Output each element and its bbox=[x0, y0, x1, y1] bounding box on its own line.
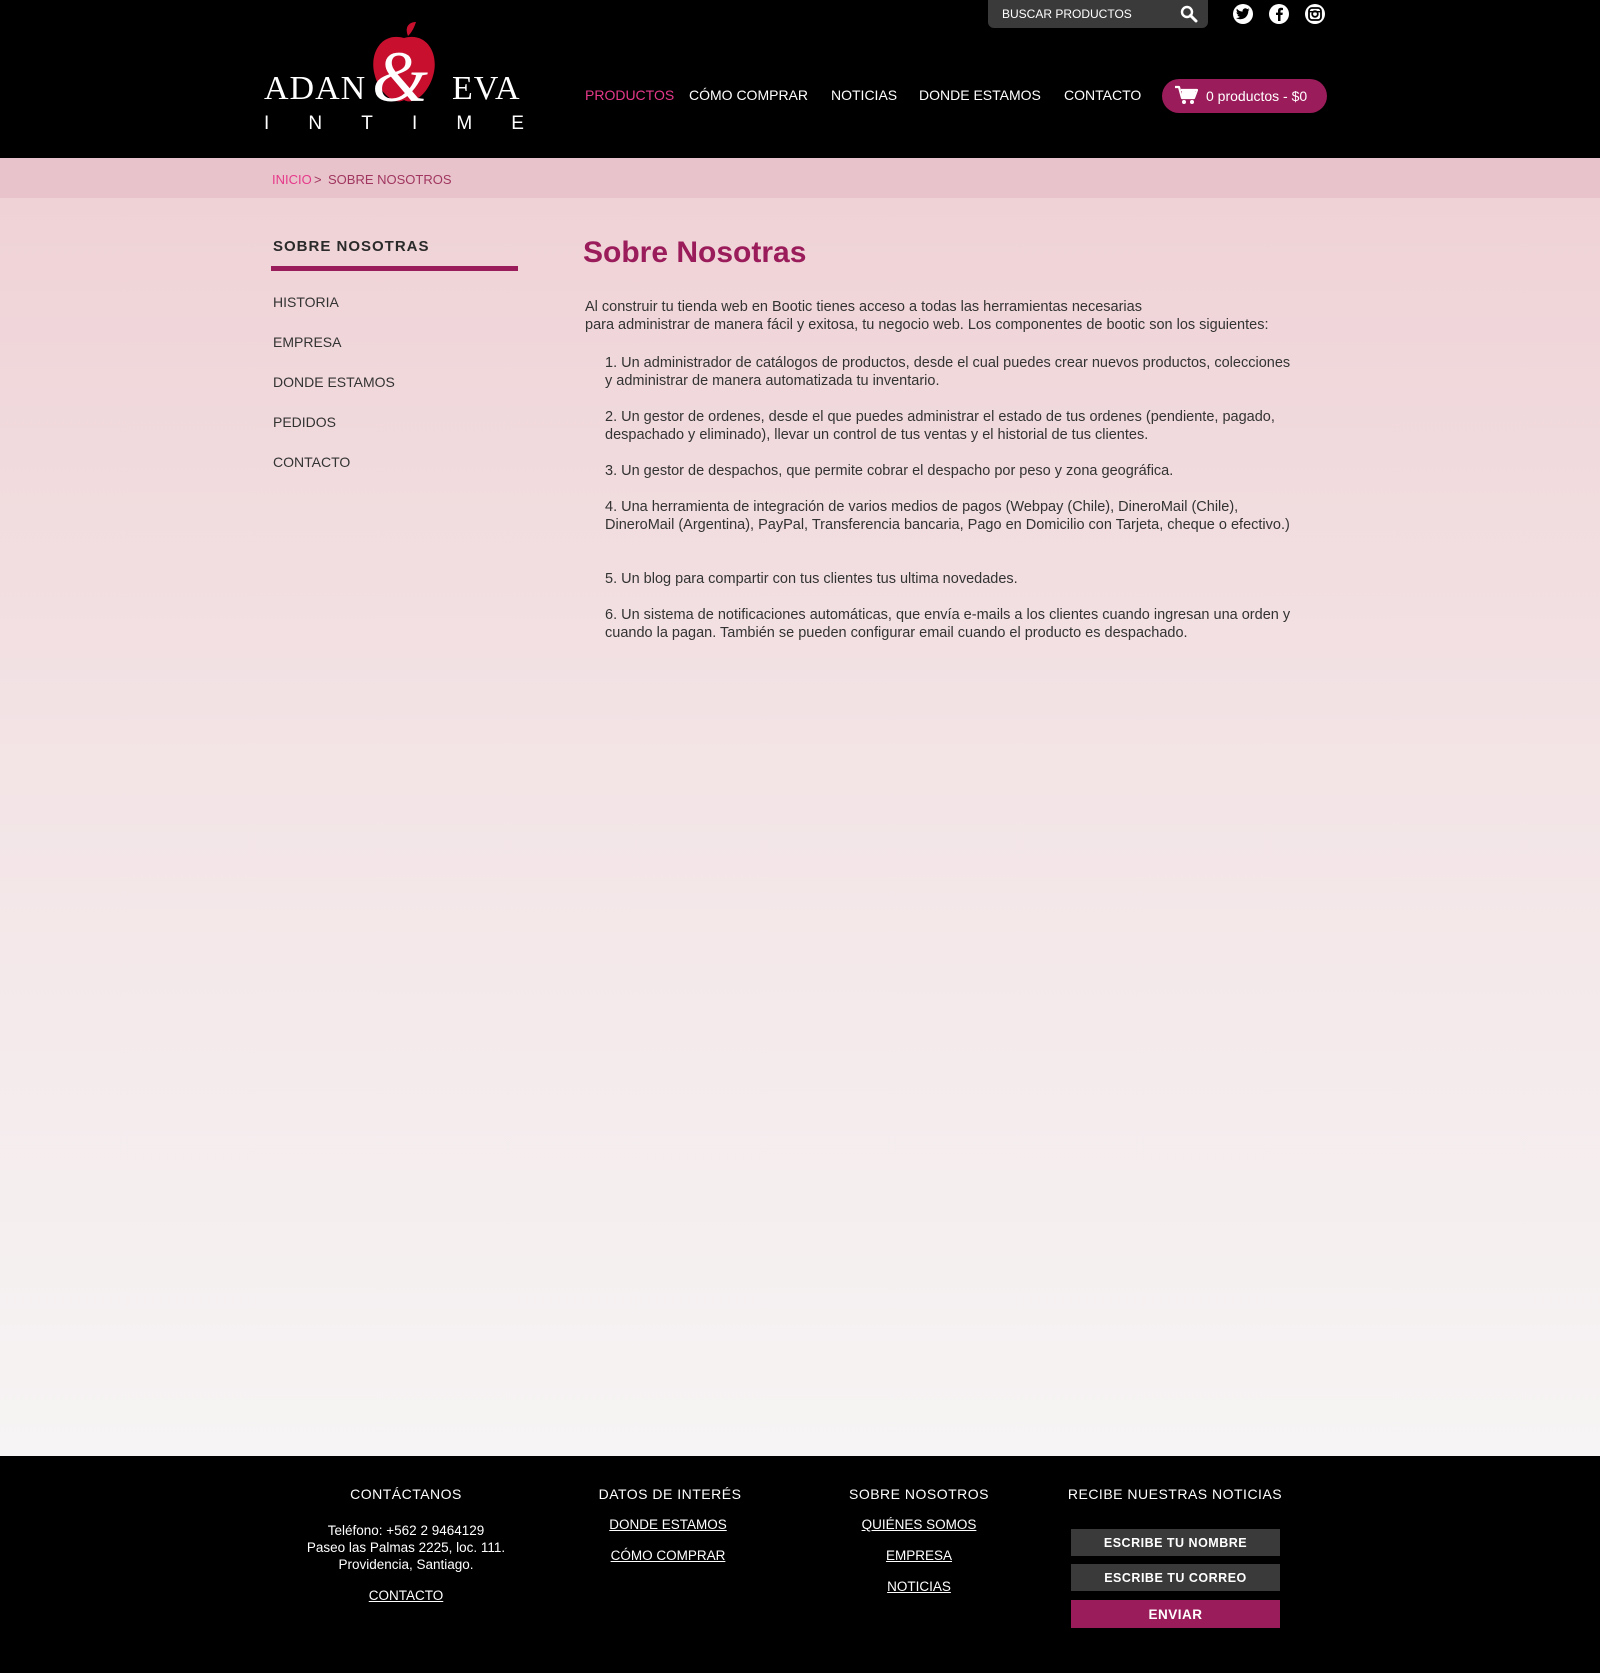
newsletter-email-input[interactable] bbox=[1071, 1564, 1280, 1591]
twitter-icon[interactable] bbox=[1233, 4, 1253, 24]
site-logo[interactable] bbox=[264, 20, 524, 138]
list-item: 5. Un blog para compartir con tus clientes tus ultima novedades. bbox=[605, 571, 1018, 587]
sidebar-item-empresa[interactable]: EMPRESA bbox=[273, 334, 342, 350]
logo-letter: N bbox=[308, 113, 323, 134]
page-title: Sobre Nosotras bbox=[583, 236, 807, 269]
search-box bbox=[988, 0, 1208, 28]
list-item: 3. Un gestor de despachos, que permite cobrar el despacho por peso y zona geográfica. bbox=[605, 463, 1174, 479]
footer-address-line: Providencia, Santiago. bbox=[338, 1557, 474, 1572]
footer-phone: Teléfono: +562 2 9464129 bbox=[327, 1523, 485, 1538]
search-input[interactable] bbox=[988, 0, 1168, 28]
footer-link-noticias[interactable]: NOTICIAS bbox=[887, 1579, 951, 1594]
footer-interest-heading: DATOS DE INTERÉS bbox=[598, 1486, 742, 1502]
breadcrumb-home[interactable]: INICIO bbox=[272, 172, 312, 187]
site-header bbox=[0, 0, 1600, 158]
instagram-icon[interactable] bbox=[1305, 4, 1325, 24]
sidebar-item-historia[interactable]: HISTORIA bbox=[273, 294, 339, 310]
footer-about-heading: SOBRE NOSOTROS bbox=[848, 1486, 990, 1502]
search-icon[interactable] bbox=[1178, 4, 1200, 24]
nav-productos[interactable]: PRODUCTOS bbox=[585, 87, 675, 103]
newsletter-name-input[interactable] bbox=[1071, 1529, 1280, 1556]
list-item: 4. Una herramienta de integración de varios medios de pagos (Webpay (Chile), DineroMail (Chile), DineroMail (Argentina), PayPal, Transferencia bancaria, Pago en Domicilio con Tarjeta, cheque o efectivo.) bbox=[605, 499, 1290, 533]
cart-label: 0 productos - $0 bbox=[1206, 88, 1308, 104]
footer-newsletter-heading: RECIBE NUESTRAS NOTICIAS bbox=[1067, 1486, 1283, 1502]
main-content bbox=[0, 198, 1600, 1456]
footer-link-quienes-somos[interactable]: QUIÉNES SOMOS bbox=[861, 1517, 977, 1532]
breadcrumb bbox=[0, 158, 1600, 198]
sidebar-item-pedidos[interactable]: PEDIDOS bbox=[273, 414, 337, 430]
logo-letter: M bbox=[456, 113, 473, 134]
sidebar-title: SOBRE NOSOTRAS bbox=[273, 238, 430, 255]
sidebar-divider bbox=[271, 266, 518, 271]
logo-letter: I bbox=[264, 113, 270, 134]
footer-contact-heading: CONTÁCTANOS bbox=[350, 1486, 462, 1502]
logo-letter: E bbox=[511, 113, 524, 134]
sidebar-item-contacto[interactable]: CONTACTO bbox=[273, 454, 351, 470]
nav-noticias[interactable]: NOTICIAS bbox=[831, 87, 898, 103]
list-item: 6. Un sistema de notificaciones automáticas, que envía e-mails a los clientes cuando ingresan una orden y cuando la pagan. También se pueden configurar email cuando el producto es despachado. bbox=[605, 607, 1291, 641]
intro-line: Al construir tu tienda web en Bootic tienes acceso a todas las herramientas necesarias bbox=[585, 299, 1142, 315]
site-footer bbox=[0, 1456, 1600, 1673]
intro-paragraph bbox=[585, 298, 1305, 334]
newsletter-send-button[interactable]: ENVIAR bbox=[1071, 1600, 1280, 1628]
cart-button[interactable] bbox=[1162, 79, 1327, 113]
list-item: 2. Un gestor de ordenes, desde el que puedes administrar el estado de tus ordenes (pendiente, pagado, despachado y eliminado), llevar un control de tus ventas y el historial de tus clientes. bbox=[605, 409, 1275, 443]
footer-address-line: Paseo las Palmas 2225, loc. 111. bbox=[306, 1540, 506, 1555]
intro-line: para administrar de manera fácil y exitosa, tu negocio web. Los componentes de bootic son los siguientes: bbox=[585, 317, 1269, 333]
logo-letter: T bbox=[361, 113, 373, 134]
list-item: 1. Un administrador de catálogos de productos, desde el cual puedes crear nuevos productos, colecciones y administrar de manera automatizada tu inventario. bbox=[605, 355, 1291, 389]
footer-link-contacto[interactable]: CONTACTO bbox=[368, 1588, 444, 1603]
sidebar-item-donde-estamos[interactable]: DONDE ESTAMOS bbox=[273, 374, 395, 390]
nav-donde-estamos[interactable]: DONDE ESTAMOS bbox=[919, 87, 1041, 103]
breadcrumb-separator: > bbox=[314, 172, 322, 187]
logo-letter: I bbox=[411, 113, 418, 134]
footer-link-como-comprar[interactable]: CÓMO COMPRAR bbox=[610, 1548, 726, 1563]
cart-icon bbox=[1174, 85, 1198, 108]
facebook-icon[interactable] bbox=[1269, 4, 1289, 24]
footer-link-empresa[interactable]: EMPRESA bbox=[885, 1548, 953, 1563]
logo-word-adan: ADAN bbox=[264, 70, 367, 107]
nav-como-comprar[interactable]: CÓMO COMPRAR bbox=[689, 87, 808, 103]
footer-link-donde-estamos[interactable]: DONDE ESTAMOS bbox=[609, 1517, 727, 1532]
nav-contacto[interactable]: CONTACTO bbox=[1064, 87, 1142, 103]
breadcrumb-current: SOBRE NOSOTROS bbox=[328, 172, 452, 187]
logo-subword bbox=[264, 113, 524, 135]
logo-word-eva: EVA bbox=[452, 70, 521, 107]
logo-ampersand: & bbox=[372, 37, 430, 117]
